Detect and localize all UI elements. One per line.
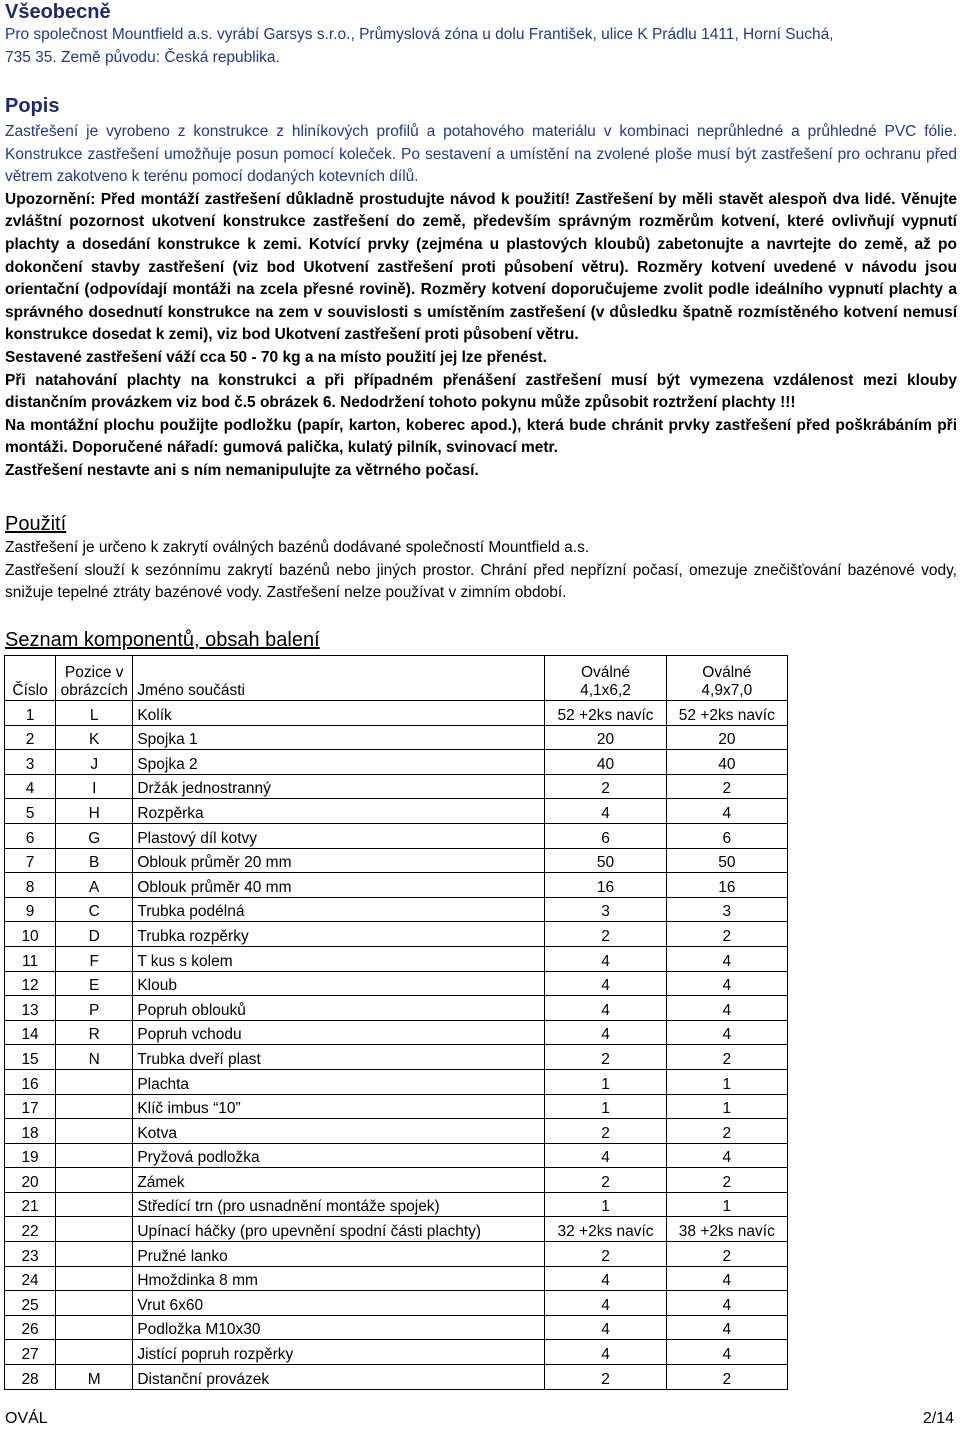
cell-qty-oval-large: 3: [666, 897, 787, 922]
table-row: [5, 946, 788, 971]
cell-number: 7: [5, 848, 56, 873]
cell-part-name: Distanční provázek: [133, 1365, 545, 1390]
cell-position: A: [56, 873, 133, 898]
cell-qty-oval-large: 4: [666, 799, 787, 824]
table-row: [5, 1291, 788, 1316]
cell-position: L: [56, 701, 133, 726]
table-row: [5, 897, 788, 922]
table-row: [5, 1266, 788, 1291]
cell-qty-oval-small: 2: [545, 1119, 666, 1144]
cell-part-name: Středící trn (pro usnadnění montáže spojek): [133, 1192, 545, 1217]
cell-number: 15: [5, 1045, 56, 1070]
components-table: [4, 655, 788, 1390]
header-position: Pozice v obrázcích: [56, 656, 133, 701]
cell-qty-oval-large: 4: [666, 946, 787, 971]
cell-position: M: [56, 1365, 133, 1390]
cell-qty-oval-large: 52 +2ks navíc: [666, 701, 787, 726]
cell-number: 23: [5, 1242, 56, 1267]
cell-part-name: T kus s kolem: [133, 946, 545, 971]
cell-part-name: Trubka podélná: [133, 897, 545, 922]
table-row: [5, 996, 788, 1021]
cell-part-name: Oblouk průměr 20 mm: [133, 848, 545, 873]
cell-position: F: [56, 946, 133, 971]
table-row: [5, 750, 788, 775]
cell-number: 2: [5, 725, 56, 750]
cell-position: [56, 1119, 133, 1144]
cell-qty-oval-large: 4: [666, 996, 787, 1021]
header-number: Číslo: [5, 656, 56, 701]
cell-qty-oval-small: 2: [545, 1045, 666, 1070]
cell-qty-oval-small: 2: [545, 1242, 666, 1267]
cell-number: 22: [5, 1217, 56, 1242]
general-line-2: 735 35. Země původu: Česká republika.: [5, 48, 280, 66]
table-row: [5, 971, 788, 996]
cell-position: [56, 1266, 133, 1291]
table-row: [5, 1119, 788, 1144]
cell-position: [56, 1094, 133, 1119]
cell-number: 13: [5, 996, 56, 1021]
cell-qty-oval-large: 2: [666, 1045, 787, 1070]
cell-qty-oval-large: 4: [666, 1315, 787, 1340]
cell-qty-oval-small: 52 +2ks navíc: [545, 701, 666, 726]
usage-paragraph-1: Zastřešení je určeno k zakrytí oválných bazénů dodávané společností Mountfield a.s.: [5, 539, 590, 556]
table-row: [5, 1069, 788, 1094]
cell-qty-oval-large: 2: [666, 774, 787, 799]
cell-qty-oval-small: 6: [545, 823, 666, 848]
cell-part-name: Zámek: [133, 1168, 545, 1193]
cell-part-name: Hmoždinka 8 mm: [133, 1266, 545, 1291]
general-heading: Všeobecně: [5, 1, 111, 23]
cell-position: [56, 1315, 133, 1340]
cell-part-name: Klíč imbus “10”: [133, 1094, 545, 1119]
cell-qty-oval-small: 20: [545, 725, 666, 750]
cell-qty-oval-small: 4: [545, 946, 666, 971]
cell-position: [56, 1143, 133, 1168]
usage-paragraph-2: Zastřešení slouží k sezónnímu zakrytí bazénů nebo jiných prostor. Chrání před nepřízní počasí, omezuje znečišťování bazénové vody, snižuje tepelné ztráty bazénové vody. Zastřešení nelze používat v zimním období.: [5, 561, 957, 602]
cell-position: I: [56, 774, 133, 799]
table-row: [5, 848, 788, 873]
cell-number: 9: [5, 897, 56, 922]
cell-qty-oval-small: 2: [545, 1168, 666, 1193]
cell-position: [56, 1291, 133, 1316]
cell-qty-oval-large: 6: [666, 823, 787, 848]
footer-page-number: 2/14: [922, 1410, 954, 1427]
cell-qty-oval-large: 1: [666, 1192, 787, 1217]
table-row: [5, 1315, 788, 1340]
cell-position: C: [56, 897, 133, 922]
table-row: [5, 1365, 788, 1390]
cell-qty-oval-small: 4: [545, 1143, 666, 1168]
cell-qty-oval-large: 2: [666, 1365, 787, 1390]
cell-qty-oval-small: 4: [545, 996, 666, 1021]
cell-qty-oval-large: 2: [666, 1168, 787, 1193]
table-row: [5, 701, 788, 726]
cell-number: 5: [5, 799, 56, 824]
cell-number: 24: [5, 1266, 56, 1291]
cell-part-name: Kloub: [133, 971, 545, 996]
cell-qty-oval-small: 2: [545, 922, 666, 947]
components-heading: Seznam komponentů, obsah balení: [5, 629, 320, 651]
description-warning: Upozornění: Před montáží zastřešení důkladně prostudujte návod k použití! Zastřešení by měli stavět alespoň dva lidé. Věnujte zvláštní pozornost ukotvení konstrukce zastřešení do země, především správným rozměrům kotvení, které ovlivňují vypnutí plachty a dosedání konstrukce k zemi. Kotvící prvky (zejména u plastových kloubů) zabetonujte a navrtejte do země, až po dokončení stavby zastřešení (viz bod Ukotvení zastřešení proti působení větru). Rozměry kotvení uvedené v návodu jsou orientační (odpovídají montáži na zcela přesné rovině). Rozměry kotvení doporučujeme zvolit podle ideálního vypnutí plachty a správného dosednutí konstrukce na zem v souvislosti s umístěním zastřešení (v důsledku špatně rozmístěného kotvení nemusí konstrukce dosedat k zemi), viz bod Ukotvení zastřešení proti působení větru.: [5, 190, 957, 344]
description-paragraph-1: Zastřešení je vyrobeno z konstrukce z hliníkových profilů a potahového materiálu v kombinaci neprůhledné a průhledné PVC fólie. Konstrukce zastřešení umožňuje posun pomocí koleček. Po sestavení a umístění na zvolené ploše musí být zastřešení pro ochranu před větrem zakotveno k terénu pomocí dodaných kotevních dílů.: [5, 123, 957, 186]
cell-part-name: Jistící popruh rozpěrky: [133, 1340, 545, 1365]
description-weight: Sestavené zastřešení váží cca 50 - 70 kg a na místo použití jej lze přenést.: [5, 348, 547, 366]
header-oval-large: Oválné 4,9x7,0: [666, 656, 787, 701]
table-row: [5, 1340, 788, 1365]
cell-part-name: Pryžová podložka: [133, 1143, 545, 1168]
cell-qty-oval-large: 4: [666, 1340, 787, 1365]
cell-part-name: Vrut 6x60: [133, 1291, 545, 1316]
cell-part-name: Trubka dveří plast: [133, 1045, 545, 1070]
table-row: [5, 799, 788, 824]
cell-position: [56, 1168, 133, 1193]
table-row: [5, 1242, 788, 1267]
cell-number: 10: [5, 922, 56, 947]
header-part-name: Jméno součásti: [133, 656, 545, 701]
cell-position: R: [56, 1020, 133, 1045]
cell-position: P: [56, 996, 133, 1021]
cell-position: [56, 1217, 133, 1242]
table-row: [5, 1217, 788, 1242]
cell-position: K: [56, 725, 133, 750]
cell-part-name: Upínací háčky (pro upevnění spodní části plachty): [133, 1217, 545, 1242]
general-text: [5, 24, 957, 69]
cell-part-name: Popruh oblouků: [133, 996, 545, 1021]
table-row: [5, 725, 788, 750]
cell-number: 16: [5, 1069, 56, 1094]
cell-qty-oval-large: 2: [666, 1242, 787, 1267]
cell-qty-oval-large: 38 +2ks navíc: [666, 1217, 787, 1242]
cell-number: 21: [5, 1192, 56, 1217]
description-text: [5, 121, 957, 483]
cell-qty-oval-large: 4: [666, 1143, 787, 1168]
table-row: [5, 873, 788, 898]
cell-number: 3: [5, 750, 56, 775]
cell-qty-oval-small: 50: [545, 848, 666, 873]
cell-position: J: [56, 750, 133, 775]
components-table-header: [5, 656, 788, 701]
cell-qty-oval-small: 4: [545, 1291, 666, 1316]
cell-qty-oval-large: 4: [666, 1020, 787, 1045]
table-row: [5, 823, 788, 848]
cell-number: 4: [5, 774, 56, 799]
cell-position: [56, 1192, 133, 1217]
cell-part-name: Podložka M10x30: [133, 1315, 545, 1340]
cell-qty-oval-small: 1: [545, 1069, 666, 1094]
footer-model: OVÁL: [5, 1410, 48, 1427]
cell-qty-oval-small: 2: [545, 1365, 666, 1390]
cell-number: 25: [5, 1291, 56, 1316]
cell-number: 28: [5, 1365, 56, 1390]
cell-qty-oval-large: 16: [666, 873, 787, 898]
header-oval-small: Oválné 4,1x6,2: [545, 656, 666, 701]
cell-qty-oval-small: 2: [545, 774, 666, 799]
cell-part-name: Plastový díl kotvy: [133, 823, 545, 848]
cell-qty-oval-large: 2: [666, 922, 787, 947]
cell-part-name: Kotva: [133, 1119, 545, 1144]
cell-number: 26: [5, 1315, 56, 1340]
cell-position: [56, 1340, 133, 1365]
cell-part-name: Plachta: [133, 1069, 545, 1094]
cell-qty-oval-large: 2: [666, 1119, 787, 1144]
cell-part-name: Pružné lanko: [133, 1242, 545, 1267]
general-line-1: Pro společnost Mountfield a.s. vyrábí Garsys s.r.o., Průmyslová zóna u dolu František, ulice K Prádlu 1411, Horní Suchá,: [5, 26, 834, 43]
cell-part-name: Držák jednostranný: [133, 774, 545, 799]
cell-qty-oval-large: 4: [666, 1291, 787, 1316]
cell-qty-oval-small: 4: [545, 971, 666, 996]
cell-part-name: Spojka 2: [133, 750, 545, 775]
cell-part-name: Kolík: [133, 701, 545, 726]
cell-number: 8: [5, 873, 56, 898]
cell-part-name: Oblouk průměr 40 mm: [133, 873, 545, 898]
cell-qty-oval-large: 50: [666, 848, 787, 873]
cell-number: 19: [5, 1143, 56, 1168]
cell-position: B: [56, 848, 133, 873]
cell-qty-oval-small: 4: [545, 1020, 666, 1045]
cell-position: [56, 1069, 133, 1094]
cell-qty-oval-small: 32 +2ks navíc: [545, 1217, 666, 1242]
cell-position: H: [56, 799, 133, 824]
cell-number: 1: [5, 701, 56, 726]
cell-qty-oval-large: 4: [666, 1266, 787, 1291]
cell-part-name: Trubka rozpěrky: [133, 922, 545, 947]
cell-qty-oval-small: 40: [545, 750, 666, 775]
usage-text: [5, 537, 957, 605]
cell-position: D: [56, 922, 133, 947]
table-row: [5, 1094, 788, 1119]
cell-part-name: Popruh vchodu: [133, 1020, 545, 1045]
description-mat-note: Na montážní plochu použijte podložku (papír, karton, koberec apod.), která bude chránit prvky zastřešení před poškrábáním při montáži. Doporučené nářadí: gumová palička, kulatý pilník, svinovací metr.: [5, 416, 957, 457]
table-row: [5, 1045, 788, 1070]
cell-position: G: [56, 823, 133, 848]
cell-part-name: Spojka 1: [133, 725, 545, 750]
cell-number: 11: [5, 946, 56, 971]
cell-qty-oval-small: 1: [545, 1192, 666, 1217]
table-row: [5, 1143, 788, 1168]
cell-number: 17: [5, 1094, 56, 1119]
usage-heading: Použití: [5, 513, 67, 535]
cell-qty-oval-small: 3: [545, 897, 666, 922]
cell-qty-oval-large: 40: [666, 750, 787, 775]
description-heading: Popis: [5, 95, 60, 117]
table-row: [5, 922, 788, 947]
table-row: [5, 1020, 788, 1045]
cell-part-name: Rozpěrka: [133, 799, 545, 824]
description-distance-note: Při natahování plachty na konstrukci a při případném přenášení zastřešení musí být vymezena vzdálenost mezi klouby distančním provázkem viz bod č.5 obrázek 6. Nedodržení tohoto pokynu může způsobit roztržení plachty !!!: [5, 371, 957, 412]
cell-qty-oval-large: 1: [666, 1069, 787, 1094]
cell-qty-oval-small: 4: [545, 799, 666, 824]
cell-qty-oval-large: 1: [666, 1094, 787, 1119]
cell-position: E: [56, 971, 133, 996]
cell-qty-oval-large: 20: [666, 725, 787, 750]
cell-number: 6: [5, 823, 56, 848]
cell-qty-oval-small: 1: [545, 1094, 666, 1119]
cell-qty-oval-small: 16: [545, 873, 666, 898]
table-row: [5, 1192, 788, 1217]
cell-position: N: [56, 1045, 133, 1070]
table-row: [5, 774, 788, 799]
cell-qty-oval-small: 4: [545, 1340, 666, 1365]
cell-number: 18: [5, 1119, 56, 1144]
cell-position: [56, 1242, 133, 1267]
cell-qty-oval-small: 4: [545, 1266, 666, 1291]
cell-qty-oval-large: 4: [666, 971, 787, 996]
cell-number: 12: [5, 971, 56, 996]
cell-number: 14: [5, 1020, 56, 1045]
description-wind-note: Zastřešení nestavte ani s ním nemanipulujte za větrného počasí.: [5, 461, 479, 479]
table-row: [5, 1168, 788, 1193]
cell-qty-oval-small: 4: [545, 1315, 666, 1340]
cell-number: 20: [5, 1168, 56, 1193]
cell-number: 27: [5, 1340, 56, 1365]
